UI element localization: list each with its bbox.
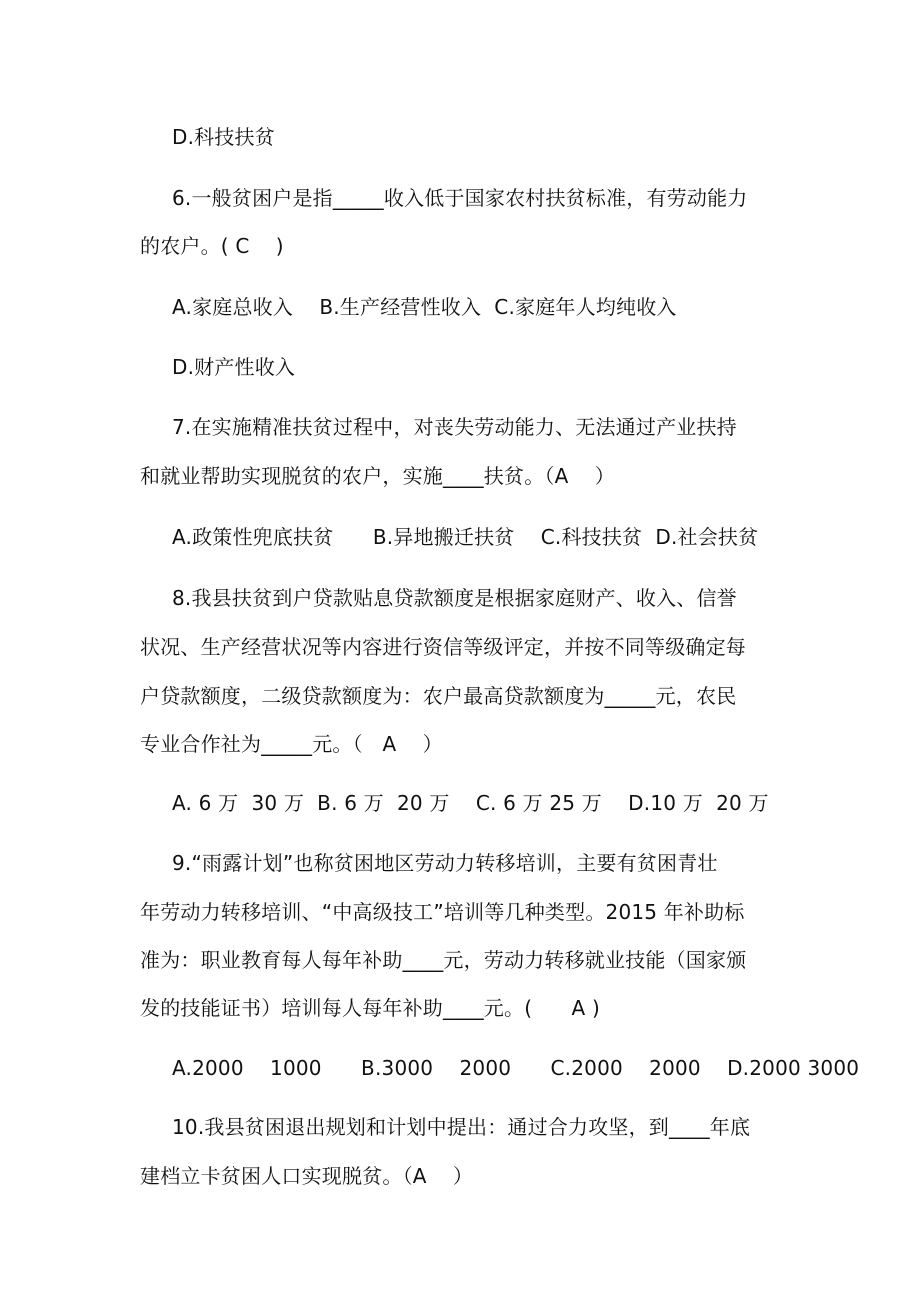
option-line: A.政策性兜底扶贫 B.异地搬迁扶贫 C.科技扶贫 D.社会扶贫 [172, 525, 759, 549]
question-7-line-2: 和就业帮助实现脱贫的农户，实施____扶贫。（A ） [140, 464, 615, 488]
question-6-line-2: 的农户。( C ) [140, 234, 284, 258]
option-line: A.2000 1000 B.3000 2000 C.2000 2000 D.2000 3000 [172, 1056, 860, 1080]
option-line: D.科技扶贫 [172, 125, 275, 149]
option-line: D.财产性收入 [172, 355, 296, 379]
option-line: A.家庭总收入 B.生产经营性收入 C.家庭年人均纯收入 [172, 295, 677, 319]
question-6-line-1: 6.一般贫困户是指_____收入低于国家农村扶贫标准，有劳动能力 [172, 186, 748, 210]
question-7-line-1: 7.在实施精准扶贫过程中，对丧失劳动能力、无法通过产业扶持 [172, 415, 737, 439]
question-8-line-3: 户贷款额度，二级贷款额度为：农户最高贷款额度为_____元，农民 [140, 684, 737, 708]
question-8-line-1: 8.我县扶贫到户贷款贴息贷款额度是根据家庭财产、收入、信誉 [172, 586, 737, 610]
question-9-line-4: 发的技能证书）培训每人每年补助____元。( A ) [140, 996, 600, 1020]
option-line: A. 6 万 30 万 B. 6 万 20 万 C. 6 万 25 万 D.10 万 20 万 [172, 791, 769, 815]
question-9-line-3: 准为：职业教育每人每年补助____元，劳动力转移就业技能（国家颁 [140, 948, 747, 972]
question-9-line-2: 年劳动力转移培训、“中高级技工”培训等几种类型。2015 年补助标 [140, 900, 745, 924]
question-8-line-4: 专业合作社为_____元。（ A ） [140, 732, 443, 756]
question-10-line-2: 建档立卡贫困人口实现脱贫。（A ） [140, 1164, 474, 1188]
question-9-line-1: 9.“雨露计划”也称贫困地区劳动力转移培训，主要有贫困青壮 [172, 851, 718, 875]
question-10-line-1: 10.我县贫困退出规划和计划中提出：通过合力攻坚，到____年底 [172, 1115, 751, 1139]
question-8-line-2: 状况、生产经营状况等内容进行资信等级评定，并按不同等级确定每 [140, 635, 746, 659]
